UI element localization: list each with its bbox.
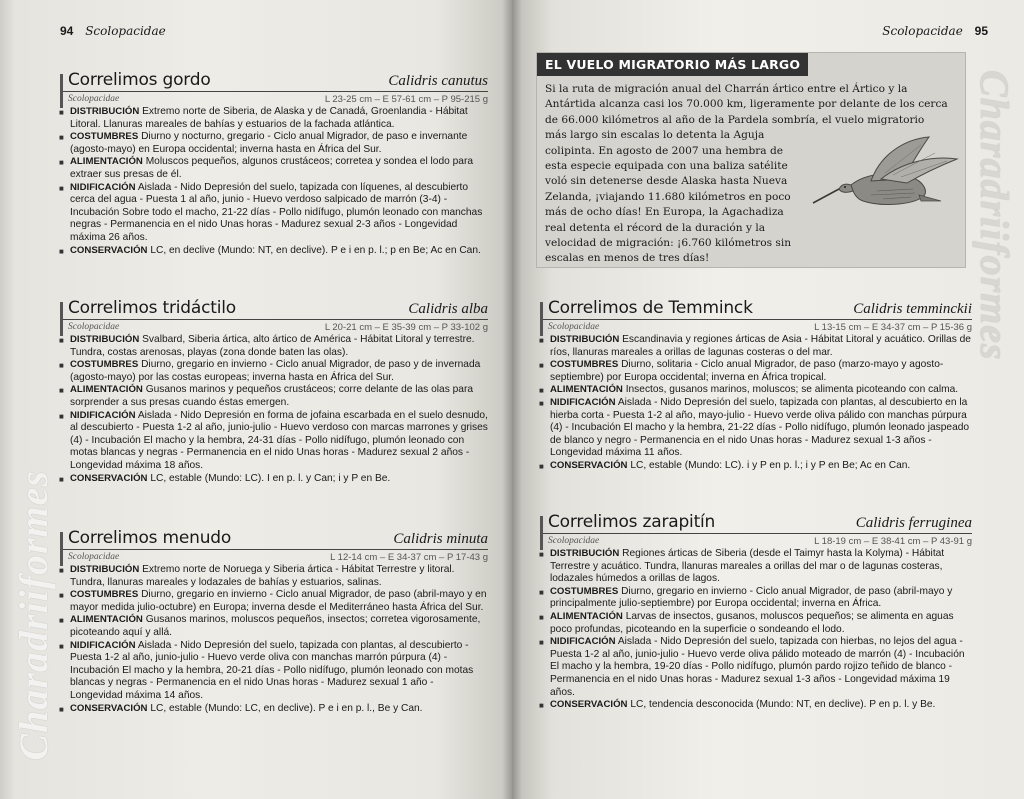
square-bullet-icon: ■	[59, 246, 64, 256]
species-family: Scolopacidae	[68, 94, 120, 104]
section-text: Gusanos marinos, moluscos pequeños, insectos; corretea vigorosamente, picoteando aquí y allá.	[70, 614, 481, 638]
species-meta	[60, 320, 488, 334]
square-bullet-icon: ■	[59, 411, 64, 421]
species-header	[60, 528, 488, 550]
square-bullet-icon: ■	[59, 616, 64, 626]
section-text: Aislada - Nido Depresión del suelo, tapizada con hierbas, no lejos del agua - Puesta 1-2 al año, junio-julio - Huevo verde oliva pálido moteado de marrón (4) - Incubación El macho y la hembra, 19-20 días - Pollo nidífugo, plumón pardo rojizo teñido de blanco - Permanencia en el nido Unas horas - Madurez sexual 1-3 años - Longevidad máxima 19 años.	[550, 636, 965, 698]
square-bullet-icon: ■	[539, 361, 544, 371]
section-label: ALIMENTACIÓN	[550, 610, 623, 622]
species-common-name: Correlimos menudo	[68, 528, 232, 548]
square-bullet-icon: ■	[59, 158, 64, 168]
section-text: Svalbard, Siberia ártica, alto ártico de América - Hábitat Litoral y terrestre. Tundra, costas arenosas, playas (zona donde baten las olas).	[70, 334, 475, 358]
square-bullet-icon: ■	[539, 638, 544, 648]
species-measurements: L 18-19 cm – E 38-41 cm – P 43-91 g	[814, 536, 972, 547]
section-label: NIDIFICACIÓN	[70, 181, 136, 193]
species-section	[59, 359, 488, 384]
section-label: NIDIFICACIÓN	[70, 639, 136, 651]
species-common-name: Correlimos zarapitín	[548, 512, 716, 532]
square-bullet-icon: ■	[539, 398, 544, 408]
species-common-name: Correlimos tridáctilo	[68, 298, 236, 318]
species-header	[60, 70, 488, 92]
species-body	[540, 548, 972, 712]
section-label: DISTRIBUCIÓN	[70, 334, 140, 345]
section-label: CONSERVACIÓN	[550, 699, 628, 711]
section-text: Aislada - Nido Depresión en forma de jofaina escarbada en el suelo desnudo, al descubierto - Puesta 1-2 al año, junio-julio - Huevo verdoso con marcas marrones y grises (4) - Incubación El macho y la hembra, 24-31 días - Pollo nidífugo, plumón leonado con motas blancas y negras - Permanencia en el nido Unas horas - Madurez sexual 2 años - Longevidad máxima 18 años.	[70, 409, 488, 471]
square-bullet-icon: ■	[59, 591, 64, 601]
section-text: Extremo norte de Siberia, de Alaska y de Canadá, Groenlandia - Hábitat Litoral. Llanuras mareales de bahías y estuarios de la fachada atlántica.	[70, 106, 468, 130]
section-label: NIDIFICACIÓN	[70, 409, 136, 421]
species-section	[539, 636, 972, 699]
species-body	[60, 106, 488, 257]
section-text: Diurno, gregario en invierno - Ciclo anual Migrador, de paso (abril-mayo y principalmente julio-septiembre) por Europa occidental; inverna en África.	[550, 585, 953, 610]
bar-tailed-godwit-illustration	[811, 133, 961, 237]
species-section	[59, 156, 488, 181]
species-section	[539, 610, 972, 636]
square-bullet-icon: ■	[539, 612, 544, 622]
species-meta	[540, 320, 972, 334]
right-page	[512, 0, 1024, 799]
square-bullet-icon: ■	[59, 133, 64, 143]
species-section	[59, 614, 488, 639]
section-label: COSTUMBRES	[550, 585, 619, 597]
section-label: ALIMENTACIÓN	[70, 156, 143, 168]
box-text-wrapped: más largo sin escalas lo detenta la Aguja colipinta. En agosto de 2007 una hembra de esta especie equipada con una baliza satélite voló sin detenerse desde Alaska hasta Nueva Zelanda, ¡viajando 11.680 kilómetros en poco más de ocho días! En Europa, la Agachadiza real detenta el récord de la duración y la velocidad de migración: ¡6.760 kilómetros sin escalas en menos de tres días!	[545, 129, 792, 265]
section-text: Diurno, solitaria - Ciclo anual Migrador, de paso (marzo-mayo y agosto-septiembre) por Europa occidental; inverna en África tropical.	[550, 359, 944, 383]
species-measurements: L 13-15 cm – E 34-37 cm – P 15-36 g	[814, 322, 972, 333]
species-common-name: Correlimos gordo	[68, 70, 211, 90]
section-label: COSTUMBRES	[550, 359, 619, 371]
square-bullet-icon: ■	[59, 108, 64, 117]
section-text: LC, estable (Mundo: LC). I en p. l. y Can; i y P en Be.	[150, 472, 391, 484]
section-label: COSTUMBRES	[70, 131, 139, 143]
species-section	[539, 396, 972, 460]
species-scientific-name: Calidris ferruginea	[855, 515, 972, 531]
section-text: LC, tendencia desconocida (Mundo: NT, en declive). P en p. l. y Be.	[630, 699, 936, 711]
species-header	[60, 298, 488, 320]
section-label: ALIMENTACIÓN	[550, 384, 623, 396]
section-label: DISTRIBUCIÓN	[70, 106, 140, 117]
section-text: Regiones árticas de Siberia (desde el Taimyr hasta la Kolyma) - Hábitat Terrestre y acuático. Tundra, llanuras mareales a orillas del mar o de lagunas costeras, lodazales húmedos a orillas de lagos.	[550, 548, 945, 585]
species-family: Scolopacidae	[548, 322, 600, 332]
species-section	[59, 334, 488, 359]
section-label: CONSERVACIÓN	[70, 244, 148, 256]
section-text: Aislada - Nido Depresión del suelo, tapizada con líquenes, al descubierto cerca del agua - Puesta 1 al año, junio - Huevo verdoso salpicado de marrón (3-4) - Incubación Sobre todo el macho, 21-22 días - Pollo nidífugo, plumón leonado con manchas negras - Permanencia en el nido Unas horas - Madurez sexual 2-3 años - Longevidad máxima 26 años.	[70, 181, 483, 243]
right-running-head	[882, 24, 988, 38]
section-text: LC, estable (Mundo: LC, en declive). P e i en p. l., Be y Can.	[150, 702, 423, 714]
section-text: LC, estable (Mundo: LC). i y P en p. l.; i y P en Be; Ac en Can.	[630, 459, 911, 471]
square-bullet-icon: ■	[539, 336, 544, 345]
section-text: Gusanos marinos y pequeños crustáceos; corre delante de las olas para sorprender a sus presas cuando éstas emergen.	[70, 384, 474, 408]
species-entry	[60, 70, 488, 257]
order-side-tab: Charadriiformes	[972, 70, 1017, 361]
section-label: ALIMENTACIÓN	[70, 614, 143, 626]
section-label: COSTUMBRES	[70, 589, 139, 601]
section-text: Aislada - Nido Depresión del suelo, tapizada con plantas, al descubierto en la hierba corta - Puesta 1-2 al año, mayo-julio - Huevo verde oliva pálido con manchas púrpura (4) - Incubación El macho y la hembra, 21-22 días - Pollo nidífugo, plumón leonado jaspeado de blanco y negro - Permanencia en el nido Unas horas - Madurez sexual 1-3 años - Longevidad máxima 11 años.	[550, 396, 970, 459]
species-section	[59, 564, 488, 589]
section-label: CONSERVACIÓN	[70, 472, 148, 484]
section-label: CONSERVACIÓN	[550, 459, 628, 471]
species-section	[539, 359, 972, 384]
box-text-full: Si la ruta de migración anual del Charrán ártico entre el Ártico y la Antártida alcanza casi los 70.000 km, ligeramente por delante de los cerca de 66.000 kilómetros al año de la Pardela sombría, el vuelo migratorio	[545, 83, 948, 126]
species-scientific-name: Calidris minuta	[393, 531, 488, 547]
section-label: DISTRIBUCIÓN	[550, 548, 620, 559]
species-family: Scolopacidae	[68, 552, 120, 562]
species-common-name: Correlimos de Temminck	[548, 298, 753, 318]
species-entry	[540, 298, 972, 473]
square-bullet-icon: ■	[539, 550, 544, 559]
box-title: EL VUELO MIGRATORIO MÁS LARGO	[537, 53, 808, 76]
species-section	[539, 585, 972, 611]
species-section	[59, 639, 488, 703]
species-section	[59, 702, 488, 716]
running-title: Scolopacidae	[882, 24, 963, 38]
species-scientific-name: Calidris temminckii	[853, 301, 972, 317]
species-meta	[60, 550, 488, 564]
page-number: 94	[60, 24, 74, 38]
section-text: LC, en declive (Mundo: NT, en declive). P e i en p. l.; p en Be; Ac en Can.	[150, 244, 481, 256]
square-bullet-icon: ■	[59, 566, 64, 575]
section-label: NIDIFICACIÓN	[550, 396, 616, 408]
square-bullet-icon: ■	[59, 474, 64, 484]
species-measurements: L 20-21 cm – E 35-39 cm – P 33-102 g	[324, 322, 488, 333]
species-header	[540, 512, 972, 534]
species-meta	[60, 92, 488, 106]
square-bullet-icon: ■	[539, 461, 544, 471]
section-text: Escandinavia y regiones árticas de Asia - Hábitat Litoral y acuático. Orillas de ríos, llanuras mareales a orillas de lagunas costeras o del mar.	[550, 334, 971, 358]
section-text: Insectos, gusanos marinos, moluscos; se alimenta picoteando con calma.	[625, 384, 959, 396]
species-body	[540, 334, 972, 473]
species-entry	[540, 512, 972, 712]
species-measurements: L 23-25 cm – E 57-61 cm – P 95-215 g	[324, 94, 488, 105]
species-section	[59, 181, 488, 245]
species-body	[60, 334, 488, 485]
species-body	[60, 564, 488, 715]
section-label: DISTRIBUCIÓN	[70, 564, 140, 575]
section-text: Extremo norte de Noruega y Siberia ártica - Hábitat Terrestre y litoral. Tundra, llanuras mareales y lodazales de bahías y estuarios, salinas.	[70, 564, 455, 588]
left-running-head	[60, 24, 166, 38]
species-section	[59, 409, 488, 473]
section-text: Diurno, gregario en invierno - Ciclo anual Migrador, de paso y de invernada (agosto-mayo) por las costas europeas; inverna hasta en África del Sur.	[70, 359, 481, 383]
section-text: Larvas de insectos, gusanos, moluscos pequeños; se alimenta en aguas poco profundas, picoteando en la superficie o sondeando el lodo.	[550, 610, 954, 635]
species-header	[540, 298, 972, 320]
square-bullet-icon: ■	[59, 183, 64, 193]
species-section	[59, 472, 488, 486]
species-measurements: L 12-14 cm – E 34-37 cm – P 17-43 g	[330, 552, 488, 563]
species-section	[59, 106, 488, 131]
section-text: Diurno, gregario en invierno - Ciclo anual Migrador, de paso (abril-mayo y en mayor medida julio-octubre) en Europa; inverna desde el Mediterráneo hasta África del Sur.	[70, 589, 487, 613]
section-label: COSTUMBRES	[70, 359, 139, 371]
species-section	[59, 384, 488, 409]
species-family: Scolopacidae	[548, 536, 600, 546]
species-section	[59, 244, 488, 258]
running-title: Scolopacidae	[85, 24, 166, 38]
square-bullet-icon: ■	[59, 641, 64, 651]
section-label: CONSERVACIÓN	[70, 702, 148, 714]
order-side-tab: Charadriiformes	[11, 470, 56, 761]
species-section	[539, 459, 972, 473]
species-entry	[60, 298, 488, 485]
section-label: NIDIFICACIÓN	[550, 636, 616, 648]
square-bullet-icon: ■	[59, 361, 64, 371]
species-scientific-name: Calidris alba	[408, 301, 488, 317]
species-scientific-name: Calidris canutus	[388, 73, 488, 89]
page-number: 95	[974, 24, 988, 38]
section-label: ALIMENTACIÓN	[70, 384, 143, 396]
square-bullet-icon: ■	[539, 386, 544, 396]
species-family: Scolopacidae	[68, 322, 120, 332]
square-bullet-icon: ■	[59, 386, 64, 396]
section-text: Diurno y nocturno, gregario - Ciclo anual Migrador, de paso e invernante (agosto-mayo) en Europa occidental; inverna hasta en África del Sur.	[70, 131, 468, 155]
square-bullet-icon: ■	[539, 701, 544, 711]
section-text: Moluscos pequeños, algunos crustáceos; corretea y sondea el lodo para extraer sus presas de él.	[70, 156, 474, 180]
square-bullet-icon: ■	[539, 587, 544, 597]
species-section	[59, 589, 488, 614]
species-section	[539, 384, 972, 397]
square-bullet-icon: ■	[59, 336, 64, 345]
species-section	[59, 131, 488, 156]
section-label: DISTRIBUCIÓN	[550, 334, 620, 345]
species-section	[539, 699, 972, 712]
book-gutter-shadow	[502, 0, 522, 799]
species-section	[539, 548, 972, 586]
species-meta	[540, 534, 972, 548]
species-entry	[60, 528, 488, 715]
section-text: Aislada - Nido Depresión del suelo, tapizada con plantas, al descubierto - Puesta 1-2 al año, junio-julio - Huevo verde oliva con manchas marrón púrpura (4) - Incubación El macho y la hembra, 20-21 días - Pollo nidífugo, plumón leonado con motas blancas y negras - Permanencia en el nido Unas horas - Madurez sexual 1 año - Longevidad máxima 14 años.	[70, 639, 474, 701]
square-bullet-icon: ■	[59, 704, 64, 714]
species-section	[539, 334, 972, 359]
migration-info-box	[536, 52, 966, 268]
